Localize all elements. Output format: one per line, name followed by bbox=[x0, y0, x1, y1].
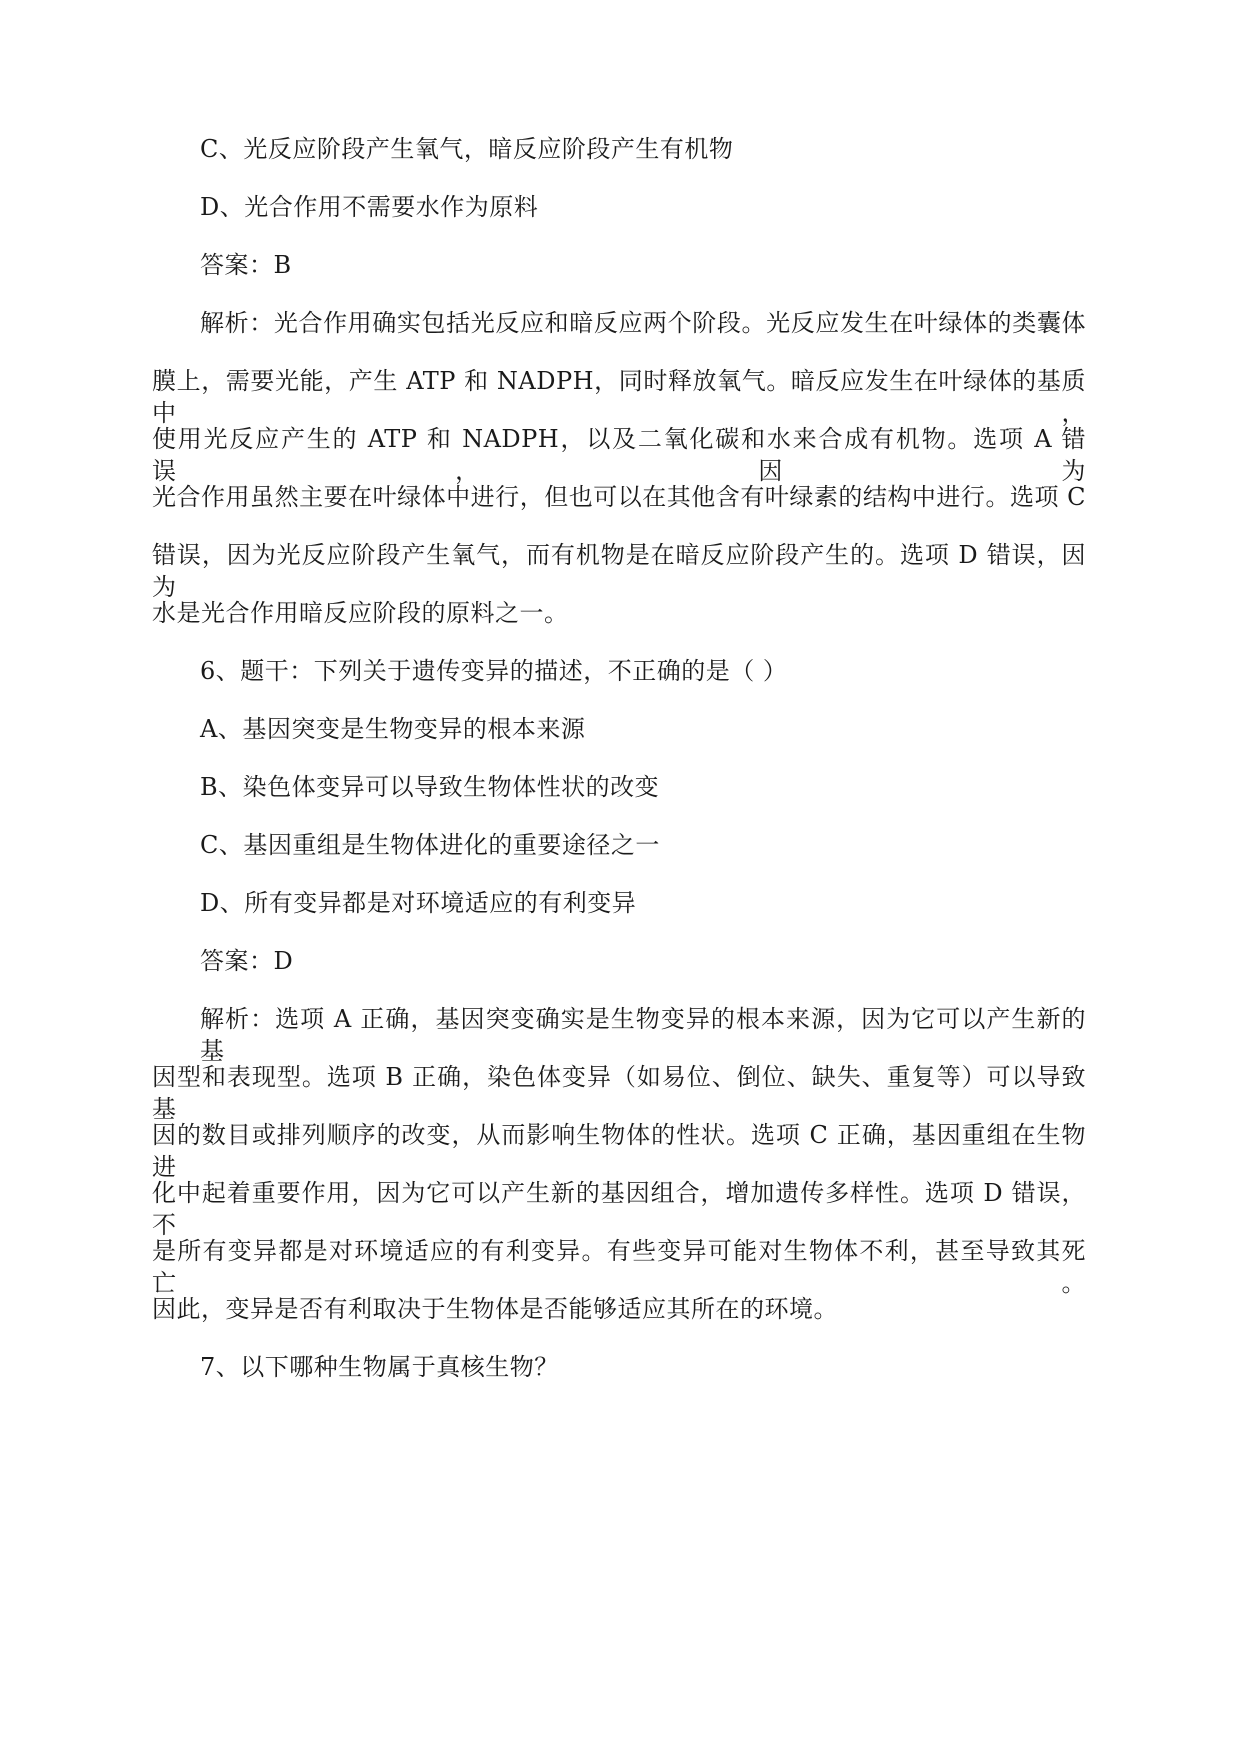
q6-stem: 6、题干：下列关于遗传变异的描述，不正确的是（ ） bbox=[200, 657, 788, 685]
q5-analysis-line: 解析：光合作用确实包括光反应和暗反应两个阶段。光反应发生在叶绿体的类囊体 bbox=[200, 309, 1086, 337]
q5-analysis-line: 使用光反应产生的 ATP 和 NADPH，以及二氧化碳和水来合成有机物。选项 A 错误，因为 bbox=[152, 425, 1086, 485]
q6-option-a: A、基因突变是生物变异的根本来源 bbox=[200, 715, 586, 743]
q5-analysis-line: 错误，因为光反应阶段产生氧气，而有机物是在暗反应阶段产生的。选项 D 错误，因为 bbox=[152, 541, 1086, 601]
q6-option-c: C、基因重组是生物体进化的重要途径之一 bbox=[200, 831, 660, 859]
q5-analysis-line: 光合作用虽然主要在叶绿体中进行，但也可以在其他含有叶绿素的结构中进行。选项 C bbox=[152, 483, 1086, 511]
q6-option-b: B、染色体变异可以导致生物体性状的改变 bbox=[200, 773, 660, 801]
q6-analysis-line: 是所有变异都是对环境适应的有利变异。有些变异可能对生物体不利，甚至导致其死亡。 bbox=[152, 1237, 1086, 1297]
q5-analysis-line: 水是光合作用暗反应阶段的原料之一。 bbox=[152, 599, 569, 627]
q6-option-d: D、所有变异都是对环境适应的有利变异 bbox=[200, 889, 637, 917]
q6-answer: 答案：D bbox=[200, 947, 294, 975]
q6-analysis-line: 解析：选项 A 正确，基因突变确实是生物变异的根本来源，因为它可以产生新的基 bbox=[200, 1005, 1086, 1065]
q7-stem: 7、以下哪种生物属于真核生物？ bbox=[200, 1353, 559, 1381]
q5-analysis-line: 膜上，需要光能，产生 ATP 和 NADPH，同时释放氧气。暗反应发生在叶绿体的基质中， bbox=[152, 367, 1086, 427]
q6-analysis-line: 因型和表现型。选项 B 正确，染色体变异（如易位、倒位、缺失、重复等）可以导致基 bbox=[152, 1063, 1086, 1123]
q5-option-d: D、光合作用不需要水作为原料 bbox=[200, 193, 539, 221]
q6-analysis-line: 因此，变异是否有利取决于生物体是否能够适应其所在的环境。 bbox=[152, 1295, 838, 1323]
q6-analysis-line: 化中起着重要作用，因为它可以产生新的基因组合，增加遗传多样性。选项 D 错误，不 bbox=[152, 1179, 1086, 1239]
q6-analysis-line: 因的数目或排列顺序的改变，从而影响生物体的性状。选项 C 正确，基因重组在生物进 bbox=[152, 1121, 1086, 1181]
q5-option-c: C、光反应阶段产生氧气，暗反应阶段产生有机物 bbox=[200, 135, 734, 163]
q5-answer: 答案：B bbox=[200, 251, 292, 279]
